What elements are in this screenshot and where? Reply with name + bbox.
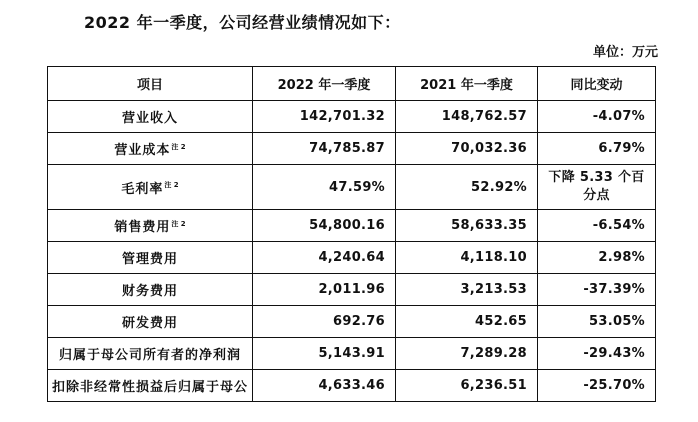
row-item xyxy=(48,338,253,370)
table-row xyxy=(48,242,656,274)
row-item-label: 归属于母公司所有者的净利润 xyxy=(58,348,241,363)
table-row xyxy=(48,133,656,165)
row-item xyxy=(48,306,253,338)
row-change: 53.05% xyxy=(538,306,656,338)
row-value-2022: 54,800.16 xyxy=(253,210,396,242)
row-item-label: 研发费用 xyxy=(121,316,178,331)
row-value-2021: 4,118.10 xyxy=(396,242,538,274)
row-value-2021: 7,289.28 xyxy=(396,338,538,370)
table-row xyxy=(48,306,656,338)
row-value-2021: 452.65 xyxy=(396,306,538,338)
row-change: -6.54% xyxy=(538,210,656,242)
row-value-2021: 52.92% xyxy=(396,165,538,210)
row-item xyxy=(48,210,253,242)
row-item-label: 财务费用 xyxy=(121,284,178,299)
table-row xyxy=(48,370,656,402)
row-item xyxy=(48,165,253,210)
row-value-2021: 3,213.53 xyxy=(396,274,538,306)
row-item xyxy=(48,274,253,306)
row-value-2022: 47.59% xyxy=(253,165,396,210)
row-value-2022: 692.76 xyxy=(253,306,396,338)
row-item xyxy=(48,370,253,402)
row-item-label: 扣除非经常性损益后归属于母公 xyxy=(52,380,249,395)
row-value-2022: 5,143.91 xyxy=(253,338,396,370)
unit-label: 单位：万元 xyxy=(592,45,658,60)
row-value-2022: 4,240.64 xyxy=(253,242,396,274)
row-value-2021: 6,236.51 xyxy=(396,370,538,402)
performance-table xyxy=(47,66,656,402)
header-yoy-change: 同比变动 xyxy=(538,67,656,101)
row-change: 2.98% xyxy=(538,242,656,274)
header-2021-q1: 2021 年一季度 xyxy=(396,67,538,101)
header-item: 项目 xyxy=(48,67,253,101)
footnote-marker: 注 2 xyxy=(171,219,186,228)
table-row xyxy=(48,210,656,242)
row-item xyxy=(48,101,253,133)
row-change: 下降 5.33 个百分点 xyxy=(538,165,656,210)
row-value-2021: 148,762.57 xyxy=(396,101,538,133)
row-value-2022: 4,633.46 xyxy=(253,370,396,402)
row-change: -37.39% xyxy=(538,274,656,306)
table-header-row xyxy=(48,67,656,101)
row-change: -4.07% xyxy=(538,101,656,133)
row-item-label: 管理费用 xyxy=(121,252,178,267)
row-item-label: 毛利率 xyxy=(121,181,164,197)
section-heading: 2022 年一季度，公司经营业绩情况如下： xyxy=(84,13,401,32)
row-change: -29.43% xyxy=(538,338,656,370)
footnote-marker: 注 2 xyxy=(164,181,179,190)
row-item-label: 销售费用 xyxy=(114,220,171,235)
table-row xyxy=(48,165,656,210)
table-row xyxy=(48,338,656,370)
row-value-2022: 142,701.32 xyxy=(253,101,396,133)
row-item xyxy=(48,133,253,165)
footnote-marker: 注 2 xyxy=(171,142,186,151)
row-value-2022: 74,785.87 xyxy=(253,133,396,165)
row-item-label: 营业收入 xyxy=(121,111,178,126)
row-change: 6.79% xyxy=(538,133,656,165)
table-row xyxy=(48,101,656,133)
row-value-2022: 2,011.96 xyxy=(253,274,396,306)
row-value-2021: 58,633.35 xyxy=(396,210,538,242)
header-2022-q1: 2022 年一季度 xyxy=(253,67,396,101)
row-change: -25.70% xyxy=(538,370,656,402)
row-value-2021: 70,032.36 xyxy=(396,133,538,165)
row-item xyxy=(48,242,253,274)
row-item-label: 营业成本 xyxy=(114,143,171,158)
table-row xyxy=(48,274,656,306)
